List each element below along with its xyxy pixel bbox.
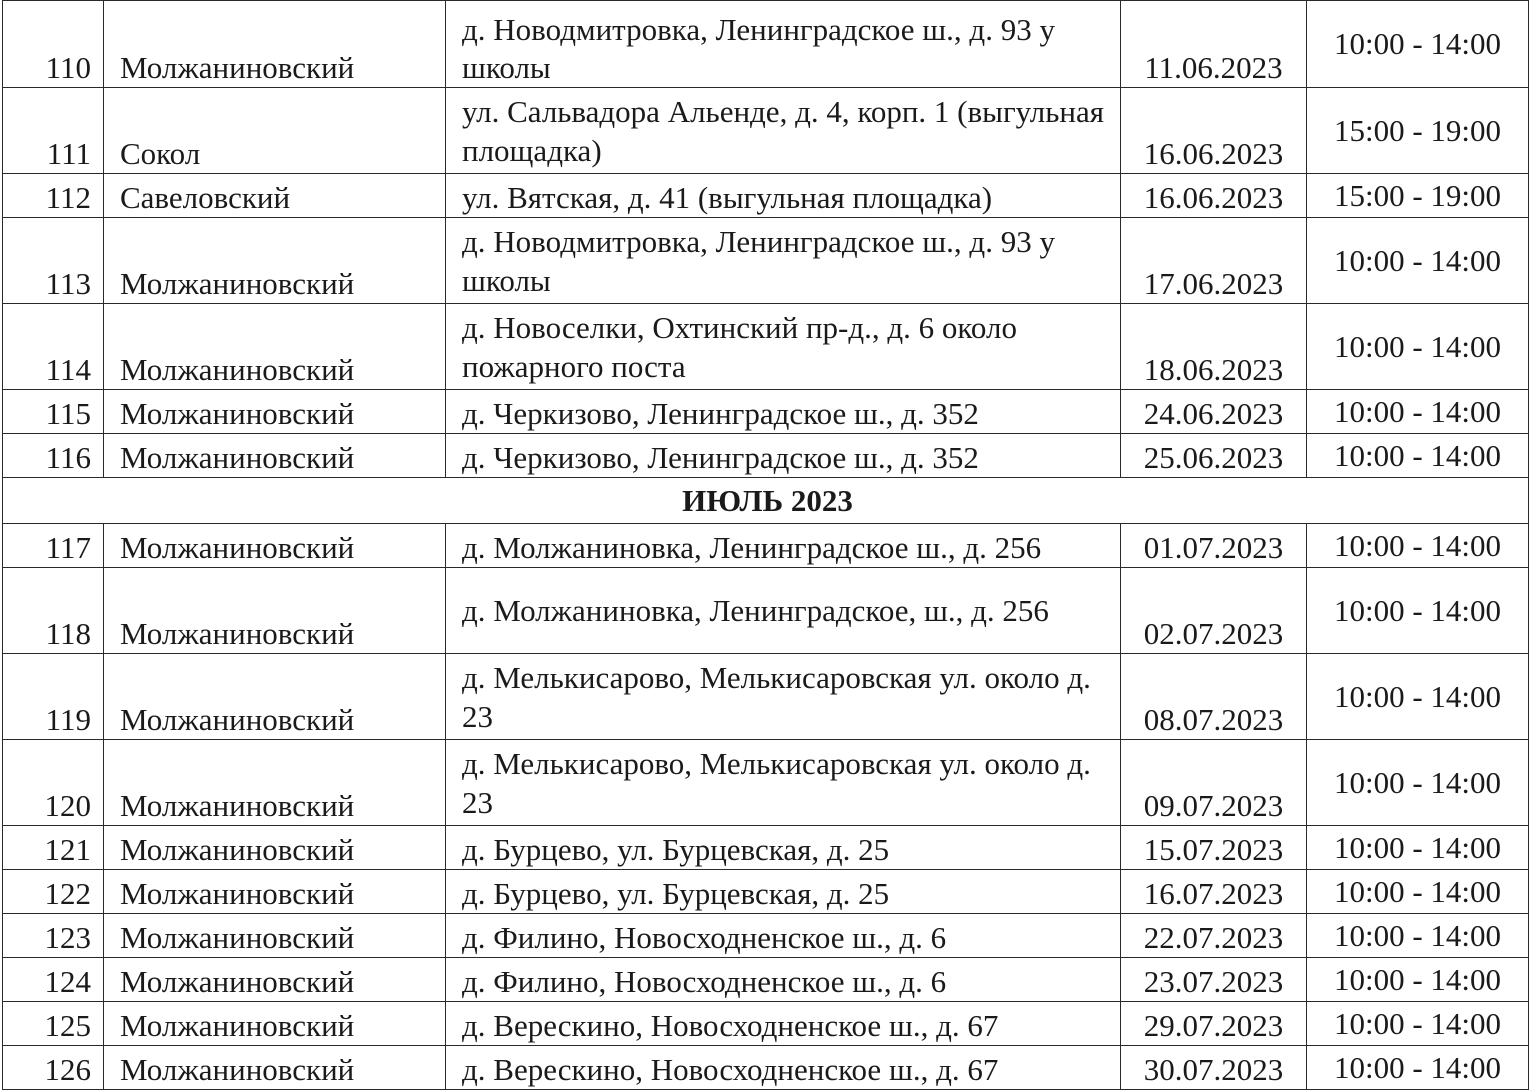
schedule-body [3,1,1529,1090]
time-cell: 10:00 - 14:00 [1307,304,1529,390]
district-cell: Молжаниновский [104,958,446,1002]
date-cell: 17.06.2023 [1121,218,1307,304]
district-cell: Молжаниновский [104,1046,446,1090]
date-cell: 11.06.2023 [1121,1,1307,88]
address-cell: ул. Вятская, д. 41 (выгульная площадка) [446,174,1121,218]
district-cell: Молжаниновский [104,654,446,740]
date-cell: 29.07.2023 [1121,1002,1307,1046]
time-cell: 10:00 - 14:00 [1307,390,1529,434]
address-cell: д. Мелькисарово, Мелькисаровская ул. около д. 23 [446,740,1121,826]
table-row [3,870,1529,914]
time-cell: 10:00 - 14:00 [1307,524,1529,568]
district-cell: Молжаниновский [104,1002,446,1046]
time-cell: 10:00 - 14:00 [1307,1002,1529,1046]
address-cell: д. Новодмитровка, Ленинградское ш., д. 93 у школы [446,218,1121,304]
date-cell: 16.06.2023 [1121,88,1307,174]
address-cell: д. Бурцево, ул. Бурцевская, д. 25 [446,870,1121,914]
time-cell: 15:00 - 19:00 [1307,88,1529,174]
row-number: 117 [3,524,104,568]
time-cell: 10:00 - 14:00 [1307,218,1529,304]
time-cell: 10:00 - 14:00 [1307,740,1529,826]
address-cell: д. Бурцево, ул. Бурцевская, д. 25 [446,826,1121,870]
date-cell: 15.07.2023 [1121,826,1307,870]
address-cell: д. Верескино, Новосходненское ш., д. 67 [446,1002,1121,1046]
table-row [3,1,1529,88]
row-number: 120 [3,740,104,826]
table-row [3,1046,1529,1090]
address-cell: д. Молжаниновка, Ленинградское, ш., д. 256 [446,568,1121,654]
date-cell: 09.07.2023 [1121,740,1307,826]
district-cell: Молжаниновский [104,304,446,390]
table-row [3,434,1529,478]
row-number: 122 [3,870,104,914]
date-cell: 16.06.2023 [1121,174,1307,218]
time-cell: 10:00 - 14:00 [1307,826,1529,870]
district-cell: Молжаниновский [104,390,446,434]
date-cell: 22.07.2023 [1121,914,1307,958]
district-cell: Молжаниновский [104,524,446,568]
month-heading: ИЮЛЬ 2023 [3,478,1529,524]
date-cell: 23.07.2023 [1121,958,1307,1002]
table-row [3,88,1529,174]
date-cell: 25.06.2023 [1121,434,1307,478]
row-number: 115 [3,390,104,434]
table-row [3,304,1529,390]
district-cell: Молжаниновский [104,218,446,304]
date-cell: 18.06.2023 [1121,304,1307,390]
district-cell: Молжаниновский [104,568,446,654]
time-cell: 10:00 - 14:00 [1307,434,1529,478]
table-row [3,218,1529,304]
time-cell: 10:00 - 14:00 [1307,914,1529,958]
time-cell: 10:00 - 14:00 [1307,1,1529,88]
district-cell: Молжаниновский [104,914,446,958]
row-number: 124 [3,958,104,1002]
row-number: 126 [3,1046,104,1090]
address-cell: д. Филино, Новосходненское ш., д. 6 [446,914,1121,958]
row-number: 123 [3,914,104,958]
table-row [3,826,1529,870]
time-cell: 10:00 - 14:00 [1307,958,1529,1002]
row-number: 113 [3,218,104,304]
table-row [3,958,1529,1002]
table-row [3,390,1529,434]
address-cell: ул. Сальвадора Альенде, д. 4, корп. 1 (выгульная площадка) [446,88,1121,174]
date-cell: 30.07.2023 [1121,1046,1307,1090]
address-cell: д. Черкизово, Ленинградское ш., д. 352 [446,390,1121,434]
table-row [3,174,1529,218]
row-number: 119 [3,654,104,740]
row-number: 110 [3,1,104,88]
table-row [3,524,1529,568]
district-cell: Молжаниновский [104,740,446,826]
time-cell: 10:00 - 14:00 [1307,654,1529,740]
table-row [3,654,1529,740]
table-row [3,568,1529,654]
district-cell: Молжаниновский [104,870,446,914]
address-cell: д. Черкизово, Ленинградское ш., д. 352 [446,434,1121,478]
date-cell: 01.07.2023 [1121,524,1307,568]
date-cell: 24.06.2023 [1121,390,1307,434]
address-cell: д. Молжаниновка, Ленинградское ш., д. 256 [446,524,1121,568]
table-row [3,1002,1529,1046]
district-cell: Савеловский [104,174,446,218]
district-cell: Молжаниновский [104,826,446,870]
row-number: 118 [3,568,104,654]
time-cell: 10:00 - 14:00 [1307,870,1529,914]
time-cell: 10:00 - 14:00 [1307,1046,1529,1090]
row-number: 114 [3,304,104,390]
address-cell: д. Верескино, Новосходненское ш., д. 67 [446,1046,1121,1090]
address-cell: д. Филино, Новосходненское ш., д. 6 [446,958,1121,1002]
month-heading-row [3,478,1529,524]
district-cell: Молжаниновский [104,1,446,88]
address-cell: д. Мелькисарово, Мелькисаровская ул. около д. 23 [446,654,1121,740]
date-cell: 02.07.2023 [1121,568,1307,654]
row-number: 112 [3,174,104,218]
schedule-table [2,0,1529,1090]
row-number: 121 [3,826,104,870]
date-cell: 16.07.2023 [1121,870,1307,914]
time-cell: 10:00 - 14:00 [1307,568,1529,654]
address-cell: д. Новодмитровка, Ленинградское ш., д. 93 у школы [446,1,1121,88]
table-row [3,740,1529,826]
row-number: 111 [3,88,104,174]
address-cell: д. Новоселки, Охтинский пр-д., д. 6 около пожарного поста [446,304,1121,390]
table-row [3,914,1529,958]
row-number: 125 [3,1002,104,1046]
date-cell: 08.07.2023 [1121,654,1307,740]
district-cell: Молжаниновский [104,434,446,478]
time-cell: 15:00 - 19:00 [1307,174,1529,218]
row-number: 116 [3,434,104,478]
district-cell: Сокол [104,88,446,174]
